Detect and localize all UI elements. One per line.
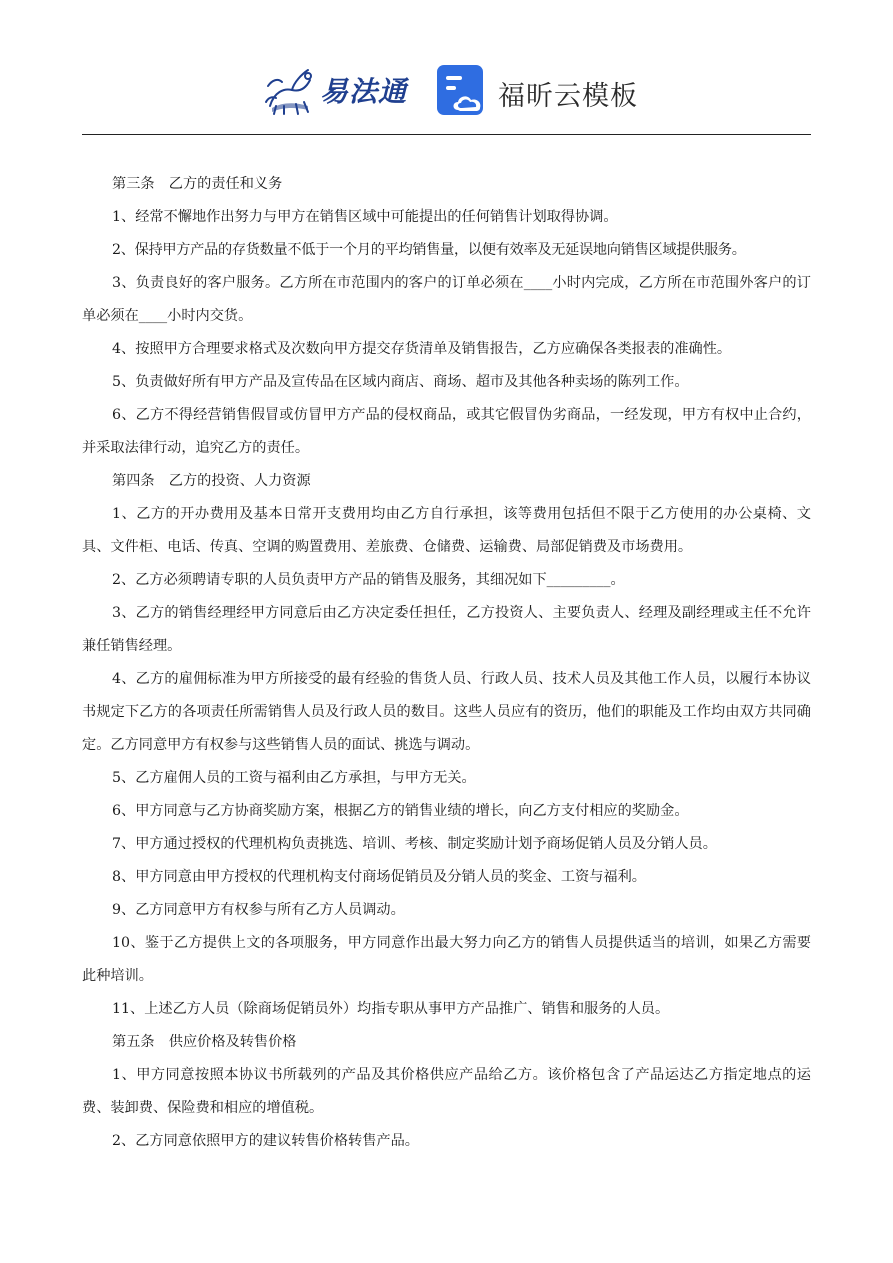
paragraph: 10、鉴于乙方提供上文的各项服务，甲方同意作出最大努力向乙方的销售人员提供适当的培训，如果乙方需要此种培训。 xyxy=(82,935,811,984)
fuxin-logo-text: 福昕云模板 xyxy=(498,81,638,112)
paragraph: 1、经常不懈地作出努力与甲方在销售区域中可能提出的任何销售计划取得协调。 xyxy=(112,209,618,225)
paragraph: 4、按照甲方合理要求格式及次数向甲方提交存货清单及销售报告，乙方应确保各类报表的准确性。 xyxy=(112,341,732,357)
article-3-heading: 第三条 乙方的责任和义务 xyxy=(112,176,283,192)
article-5-heading: 第五条 供应价格及转售价格 xyxy=(112,1034,297,1050)
paragraph: 3、乙方的销售经理经甲方同意后由乙方决定委任担任，乙方投资人、主要负责人、经理及副经理或主任不允许兼任销售经理。 xyxy=(82,605,811,654)
paragraph: 11、上述乙方人员（除商场促销员外）均指专职从事甲方产品推广、销售和服务的人员。 xyxy=(112,1001,670,1017)
yifatong-logo xyxy=(262,62,417,118)
paragraph: 3、负责良好的客户服务。乙方所在市范围内的客户的订单必须在____小时内完成，乙方所在市范围外客户的订单必须在____小时内交货。 xyxy=(82,275,811,324)
paragraph: 4、乙方的雇佣标准为甲方所接受的最有经验的售货人员、行政人员、技术人员及其他工作人员，以履行本协议书规定下乙方的各项责任所需销售人员及行政人员的数目。这些人员应有的资历，他们的职能及工作均由双方共同确定。乙方同意甲方有权参与这些销售人员的面试、挑选与调动。 xyxy=(82,671,811,753)
article-4-heading: 第四条 乙方的投资、人力资源 xyxy=(112,473,311,489)
header-divider xyxy=(82,134,811,135)
paragraph: 1、甲方同意按照本协议书所载列的产品及其价格供应产品给乙方。该价格包含了产品运达乙方指定地点的运费、装卸费、保险费和相应的增值税。 xyxy=(82,1067,811,1116)
paragraph: 5、负责做好所有甲方产品及宣传品在区域内商店、商场、超市及其他各种卖场的陈列工作。 xyxy=(112,374,689,390)
paragraph: 2、乙方同意依照甲方的建议转售价格转售产品。 xyxy=(112,1133,419,1149)
paragraph: 6、甲方同意与乙方协商奖励方案，根据乙方的销售业绩的增长，向乙方支付相应的奖励金。 xyxy=(112,803,689,819)
paragraph: 2、乙方必须聘请专职的人员负责甲方产品的销售及服务，其细况如下_________。 xyxy=(112,572,625,588)
paragraph: 8、甲方同意由甲方授权的代理机构支付商场促销员及分销人员的奖金、工资与福利。 xyxy=(112,869,646,885)
yifatong-logo-text: 易法通 xyxy=(320,75,408,108)
paragraph: 5、乙方雇佣人员的工资与福利由乙方承担，与甲方无关。 xyxy=(112,770,476,786)
paragraph: 2、保持甲方产品的存货数量不低于一个月的平均销售量，以便有效率及无延误地向销售区域提供服务。 xyxy=(112,242,746,258)
qilin-emblem-icon xyxy=(262,62,320,118)
paragraph: 6、乙方不得经营销售假冒或仿冒甲方产品的侵权商品，或其它假冒伪劣商品，一经发现，甲方有权中止合约，并采取法律行动，追究乙方的责任。 xyxy=(82,407,811,456)
paragraph: 1、乙方的开办费用及基本日常开支费用均由乙方自行承担，该等费用包括但不限于乙方使用的办公桌椅、文具、文件柜、电话、传真、空调的购置费用、差旅费、仓储费、运输费、局部促销费及市场费用。 xyxy=(82,506,811,555)
page-header xyxy=(0,0,893,136)
paragraph: 9、乙方同意甲方有权参与所有乙方人员调动。 xyxy=(112,902,405,918)
document-body xyxy=(82,168,811,1158)
fuxin-logo xyxy=(436,64,646,118)
cloud-document-icon xyxy=(436,64,488,118)
paragraph: 7、甲方通过授权的代理机构负责挑选、培训、考核、制定奖励计划予商场促销人员及分销人员。 xyxy=(112,836,717,852)
